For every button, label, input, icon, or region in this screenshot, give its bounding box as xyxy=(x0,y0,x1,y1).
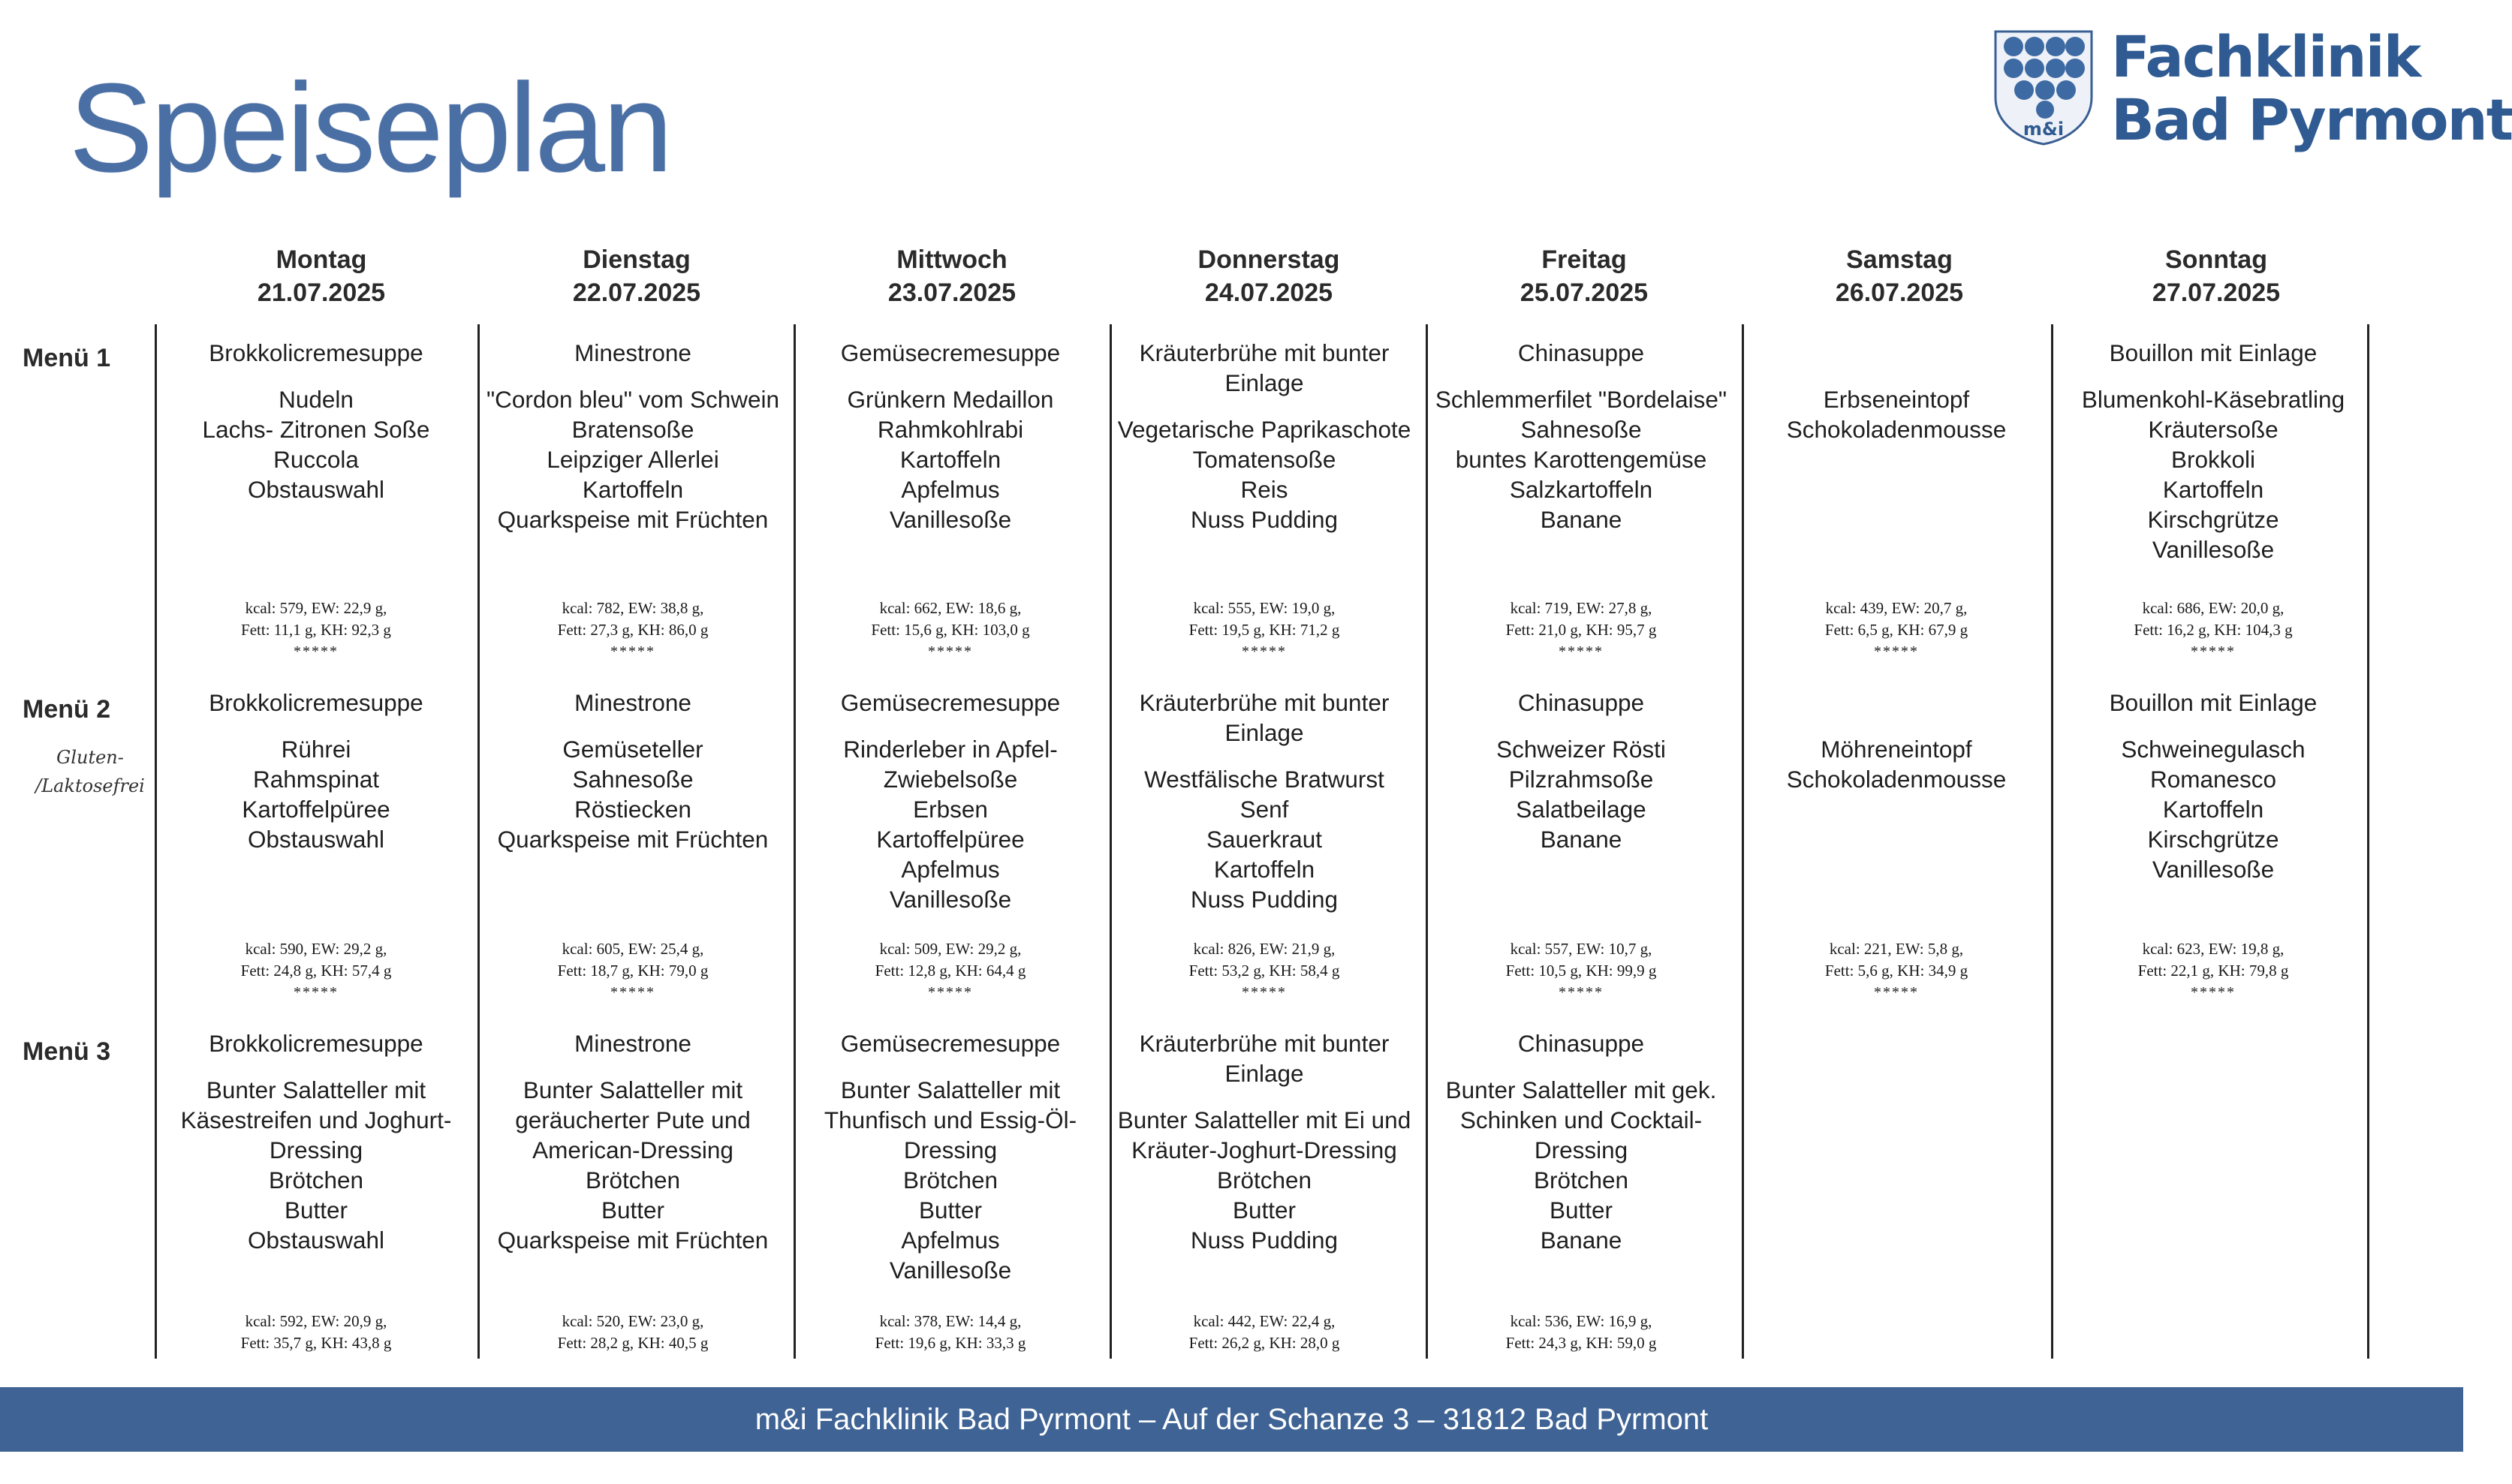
soup: Gemüsecremesuppe xyxy=(840,689,1061,716)
day-name: Donnerstag xyxy=(1197,245,1340,274)
menu-2-montag-cell xyxy=(161,688,471,854)
nutrition-line: kcal: 623, EW: 19,8 g, xyxy=(2142,940,2285,958)
dish-item: buntes Karottengemüse xyxy=(1455,446,1707,473)
dish-item: Grünkern Medaillon xyxy=(847,386,1054,413)
dish-item: Reis xyxy=(1240,476,1288,503)
nutrition-line: Fett: 22,1 g, KH: 79,8 g xyxy=(2137,962,2289,980)
nutrition-line: Fett: 27,3 g, KH: 86,0 g xyxy=(557,621,709,639)
day-header-friday xyxy=(1434,243,1734,309)
dish-item: Kräutersoße xyxy=(2148,416,2279,443)
nutrition-line: kcal: 579, EW: 22,9 g, xyxy=(245,599,387,617)
rating-stars: ***** xyxy=(294,643,339,660)
clinic-name-line2: Bad Pyrmont xyxy=(2111,86,2512,153)
dish-item: Bratensoße xyxy=(571,416,694,443)
dish-item: Schinken und Cocktail- xyxy=(1459,1106,1703,1133)
nutrition-line: kcal: 536, EW: 16,9 g, xyxy=(1510,1312,1652,1330)
nutrition-line: Fett: 11,1 g, KH: 92,3 g xyxy=(241,621,391,639)
dish-item: Möhreneintopf xyxy=(1821,736,1972,763)
soup: Gemüsecremesuppe xyxy=(840,1030,1061,1057)
menu-3-label: Menü 3 xyxy=(23,1037,111,1066)
dish-item: Rahmkohlrabi xyxy=(877,416,1024,443)
nutrition-line: kcal: 555, EW: 19,0 g, xyxy=(1193,599,1336,617)
clinic-name xyxy=(2111,23,2512,153)
dish-item: Vanillesoße xyxy=(889,886,1012,913)
rating-stars: ***** xyxy=(2191,984,2236,1001)
dish-item: Obstauswahl xyxy=(247,476,385,503)
dish-item: Vegetarische Paprikaschote xyxy=(1117,416,1411,443)
menu-2-mittwoch-cell xyxy=(796,688,1105,914)
menu-2-dienstag-cell xyxy=(478,688,788,854)
dish-item: Ruccola xyxy=(273,446,359,473)
dish-item: Butter xyxy=(1549,1197,1613,1224)
soup: Bouillon mit Einlage xyxy=(2109,339,2318,366)
menu-2-dietary-note: Gluten- /Laktosefrei xyxy=(35,747,145,796)
dish-item: Westfälische Bratwurst xyxy=(1144,766,1384,793)
dish-item: Lachs- Zitronen Soße xyxy=(202,416,430,443)
menu-1-montag-cell xyxy=(161,338,471,504)
nutrition-line: Fett: 19,5 g, KH: 71,2 g xyxy=(1188,621,1340,639)
nutrition-line: kcal: 686, EW: 20,0 g, xyxy=(2142,599,2285,617)
dish-item: Butter xyxy=(601,1197,665,1224)
day-name: Samstag xyxy=(1846,245,1953,274)
soup: Chinasuppe xyxy=(1517,339,1645,366)
day-header-wednesday xyxy=(802,243,1102,309)
day-header-thursday xyxy=(1119,243,1419,309)
dish-item: Brötchen xyxy=(268,1166,364,1194)
dish-item: Apfelmus xyxy=(901,856,1000,883)
soup: Brokkolicremesuppe xyxy=(209,689,423,716)
day-name: Montag xyxy=(276,245,367,274)
dish-item: Butter xyxy=(1232,1197,1297,1224)
rating-stars: ***** xyxy=(294,984,339,1001)
soup: Brokkolicremesuppe xyxy=(209,1030,423,1057)
dish-item: Gemüseteller xyxy=(562,736,703,763)
dish-item: Quarkspeise mit Früchten xyxy=(497,826,769,853)
nutrition-info xyxy=(161,938,471,1004)
dish-item: Vanillesoße xyxy=(2152,536,2275,563)
clinic-logo xyxy=(1991,23,2512,153)
soup: Minestrone xyxy=(574,339,691,366)
rating-stars: ***** xyxy=(610,984,655,1001)
dish-item: Brötchen xyxy=(902,1166,998,1194)
dish-item: Bunter Salatteller mit xyxy=(840,1076,1061,1103)
dish-item: Bunter Salatteller mit xyxy=(206,1076,426,1103)
menu-3-mittwoch-cell xyxy=(796,1028,1105,1285)
dish-item: Nudeln xyxy=(279,386,354,413)
dish-item: Senf xyxy=(1239,796,1289,823)
dish-item: Brötchen xyxy=(1533,1166,1629,1194)
page-title: Speiseplan xyxy=(69,57,671,198)
dish-item: Schokoladenmousse xyxy=(1786,416,2007,443)
nutrition-line: Fett: 6,5 g, KH: 67,9 g xyxy=(1824,621,1968,639)
dish-item: Kartoffeln xyxy=(899,446,1001,473)
rating-stars: ***** xyxy=(1242,984,1287,1001)
nutrition-info xyxy=(161,598,471,663)
dish-item: Vanillesoße xyxy=(889,1257,1012,1284)
soup: Chinasuppe xyxy=(1517,689,1645,716)
nutrition-line: Fett: 5,6 g, KH: 34,9 g xyxy=(1824,962,1968,980)
dish-item: Thunfisch und Essig-Öl- xyxy=(824,1106,1077,1133)
column-divider xyxy=(1742,324,1744,1359)
logo-mark-text: m&i xyxy=(2023,119,2065,140)
menu-1-donnerstag-cell xyxy=(1110,338,1419,534)
dish-item: Schweinegulasch xyxy=(2121,736,2306,763)
rating-stars: ***** xyxy=(1242,643,1287,660)
rating-stars: ***** xyxy=(928,643,973,660)
day-name: Mittwoch xyxy=(896,245,1008,274)
dish-item: "Cordon bleu" vom Schwein xyxy=(486,386,780,413)
dish-item: Sahnesoße xyxy=(572,766,694,793)
logo-dots-icon xyxy=(1991,26,2096,146)
dish-item: Brokkoli xyxy=(2170,446,2256,473)
dish-item: Nuss Pudding xyxy=(1190,1227,1339,1254)
dish-item: Zwiebelsoße xyxy=(883,766,1018,793)
dish-item: Dressing xyxy=(1534,1136,1628,1163)
nutrition-line: Fett: 24,8 g, KH: 57,4 g xyxy=(240,962,392,980)
dish-item: Kartoffeln xyxy=(1213,856,1315,883)
menu-1-sonntag-cell xyxy=(2059,338,2368,564)
dish-item: Leipziger Allerlei xyxy=(547,446,719,473)
day-header-sunday xyxy=(2066,243,2366,309)
rating-stars: ***** xyxy=(1874,643,1919,660)
soup: Kräuterbrühe mit bunter Einlage xyxy=(1139,689,1390,746)
dish-item: Käsestreifen und Joghurt- xyxy=(180,1106,452,1133)
dish-item: Dressing xyxy=(269,1136,363,1163)
soup: Brokkolicremesuppe xyxy=(209,339,423,366)
dish-item: Nuss Pudding xyxy=(1190,506,1339,533)
dish-item: Blumenkohl-Käsebratling xyxy=(2081,386,2345,413)
nutrition-info xyxy=(796,1311,1105,1354)
day-date: 27.07.2025 xyxy=(2152,278,2281,307)
nutrition-line: Fett: 35,7 g, KH: 43,8 g xyxy=(240,1334,392,1352)
nutrition-line: Fett: 12,8 g, KH: 64,4 g xyxy=(875,962,1026,980)
day-header-monday xyxy=(171,243,471,309)
day-date: 25.07.2025 xyxy=(1520,278,1649,307)
menu-3-montag-cell xyxy=(161,1028,471,1255)
nutrition-line: Fett: 10,5 g, KH: 99,9 g xyxy=(1505,962,1657,980)
dish-item: Brötchen xyxy=(1216,1166,1312,1194)
dish-item: Sauerkraut xyxy=(1206,826,1323,853)
dish-item: Obstauswahl xyxy=(247,1227,385,1254)
dish-item: Tomatensoße xyxy=(1192,446,1336,473)
nutrition-line: Fett: 28,2 g, KH: 40,5 g xyxy=(557,1334,709,1352)
dish-item: Rinderleber in Apfel- xyxy=(843,736,1058,763)
soup: Kräuterbrühe mit bunter Einlage xyxy=(1139,339,1390,396)
nutrition-line: kcal: 605, EW: 25,4 g, xyxy=(562,940,704,958)
day-date: 23.07.2025 xyxy=(887,278,1017,307)
day-header-tuesday xyxy=(486,243,787,309)
nutrition-info xyxy=(1426,1311,1736,1354)
dish-item: Schokoladenmousse xyxy=(1786,766,2007,793)
dish-item: Dressing xyxy=(903,1136,998,1163)
nutrition-line: Fett: 19,6 g, KH: 33,3 g xyxy=(875,1334,1026,1352)
nutrition-info xyxy=(1742,598,2051,663)
dish-item: Kirschgrütze xyxy=(2147,826,2279,853)
nutrition-info xyxy=(796,938,1105,1004)
dish-item: Kartoffeln xyxy=(582,476,684,503)
dish-item: Apfelmus xyxy=(901,1227,1000,1254)
nutrition-line: Fett: 16,2 g, KH: 104,3 g xyxy=(2134,621,2293,639)
dish-item: Bunter Salatteller mit Ei und xyxy=(1117,1106,1411,1133)
day-name: Sonntag xyxy=(2165,245,2267,274)
dish-item: Schlemmerfilet "Bordelaise" xyxy=(1435,386,1727,413)
menu-2-samstag-cell xyxy=(1742,688,2051,794)
nutrition-line: kcal: 592, EW: 20,9 g, xyxy=(245,1312,387,1330)
dish-item: Quarkspeise mit Früchten xyxy=(497,506,769,533)
nutrition-line: Fett: 15,6 g, KH: 103,0 g xyxy=(871,621,1030,639)
nutrition-line: Fett: 18,7 g, KH: 79,0 g xyxy=(557,962,709,980)
column-divider xyxy=(2051,324,2053,1359)
nutrition-line: kcal: 590, EW: 29,2 g, xyxy=(245,940,387,958)
rating-stars: ***** xyxy=(610,643,655,660)
rating-stars: ***** xyxy=(2191,643,2236,660)
dish-item: Rahmspinat xyxy=(252,766,380,793)
dish-item: Banane xyxy=(1540,826,1622,853)
dish-item: Salzkartoffeln xyxy=(1509,476,1653,503)
nutrition-line: kcal: 782, EW: 38,8 g, xyxy=(562,599,704,617)
nutrition-line: kcal: 439, EW: 20,7 g, xyxy=(1825,599,1968,617)
menu-1-label: Menü 1 xyxy=(23,344,111,372)
menu-2-donnerstag-cell xyxy=(1110,688,1419,914)
column-divider xyxy=(155,324,157,1359)
menu-2-label: Menü 2 xyxy=(23,695,111,724)
nutrition-line: Fett: 24,3 g, KH: 59,0 g xyxy=(1505,1334,1657,1352)
menu-1-freitag-cell xyxy=(1426,338,1736,534)
day-header-saturday xyxy=(1749,243,2050,309)
rating-stars: ***** xyxy=(1559,643,1604,660)
nutrition-info xyxy=(1426,598,1736,663)
menu-2-freitag-cell xyxy=(1426,688,1736,854)
dish-item: Erbsen xyxy=(913,796,988,823)
rating-stars: ***** xyxy=(1874,984,1919,1001)
soup: Chinasuppe xyxy=(1517,1030,1645,1057)
soup: Minestrone xyxy=(574,1030,691,1057)
menu-1-mittwoch-cell xyxy=(796,338,1105,534)
dish-item: Butter xyxy=(284,1197,348,1224)
dish-item: Kartoffelpüree xyxy=(242,796,390,823)
nutrition-line: kcal: 557, EW: 10,7 g, xyxy=(1510,940,1652,958)
day-date: 22.07.2025 xyxy=(572,278,701,307)
nutrition-line: Fett: 26,2 g, KH: 28,0 g xyxy=(1188,1334,1340,1352)
dish-item: Rührei xyxy=(281,736,351,763)
dish-item: Apfelmus xyxy=(901,476,1000,503)
dish-item: Kartoffelpüree xyxy=(876,826,1025,853)
nutrition-line: kcal: 662, EW: 18,6 g, xyxy=(879,599,1022,617)
rating-stars: ***** xyxy=(928,984,973,1001)
dish-item: Banane xyxy=(1540,1227,1622,1254)
soup: Minestrone xyxy=(574,689,691,716)
nutrition-info xyxy=(1742,938,2051,1004)
nutrition-line: kcal: 826, EW: 21,9 g, xyxy=(1193,940,1336,958)
dish-item: geräucherter Pute und xyxy=(515,1106,751,1133)
menu-3-freitag-cell xyxy=(1426,1028,1736,1255)
menu-2-sonntag-cell xyxy=(2059,688,2368,884)
dish-item: Banane xyxy=(1540,506,1622,533)
menu-1-dienstag-cell xyxy=(478,338,788,534)
nutrition-line: kcal: 378, EW: 14,4 g, xyxy=(879,1312,1022,1330)
nutrition-info xyxy=(1110,598,1419,663)
dish-item: Kräuter-Joghurt-Dressing xyxy=(1131,1136,1397,1163)
day-date: 21.07.2025 xyxy=(257,278,386,307)
dish-item: Bunter Salatteller mit xyxy=(523,1076,743,1103)
dish-item: Brötchen xyxy=(585,1166,681,1194)
nutrition-info xyxy=(478,1311,788,1354)
nutrition-info xyxy=(1426,938,1736,1004)
dish-item: Nuss Pudding xyxy=(1190,886,1339,913)
nutrition-info xyxy=(796,598,1105,663)
nutrition-line: kcal: 509, EW: 29,2 g, xyxy=(879,940,1022,958)
day-date: 26.07.2025 xyxy=(1835,278,1964,307)
soup: Kräuterbrühe mit bunter Einlage xyxy=(1139,1030,1390,1087)
nutrition-info xyxy=(478,938,788,1004)
footer-address: m&i Fachklinik Bad Pyrmont – Auf der Schanze 3 – 31812 Bad Pyrmont xyxy=(0,1387,2463,1452)
clinic-name-line1: Fachklinik xyxy=(2111,23,2420,90)
nutrition-line: Fett: 53,2 g, KH: 58,4 g xyxy=(1188,962,1340,980)
day-name: Freitag xyxy=(1541,245,1627,274)
dish-item: Obstauswahl xyxy=(247,826,385,853)
dish-item: Butter xyxy=(918,1197,983,1224)
day-date: 24.07.2025 xyxy=(1204,278,1333,307)
menu-3-dienstag-cell xyxy=(478,1028,788,1255)
soup: Gemüsecremesuppe xyxy=(840,339,1061,366)
dish-item: Romanesco xyxy=(2149,766,2277,793)
nutrition-info xyxy=(1110,938,1419,1004)
rating-stars: ***** xyxy=(1559,984,1604,1001)
dish-item: Kirschgrütze xyxy=(2147,506,2279,533)
dish-item: Sahnesoße xyxy=(1520,416,1642,443)
dish-item: Kartoffeln xyxy=(2162,476,2264,503)
nutrition-info xyxy=(2059,938,2368,1004)
nutrition-line: Fett: 21,0 g, KH: 95,7 g xyxy=(1505,621,1657,639)
dish-item: Röstiecken xyxy=(574,796,691,823)
nutrition-line: kcal: 520, EW: 23,0 g, xyxy=(562,1312,704,1330)
nutrition-line: kcal: 719, EW: 27,8 g, xyxy=(1510,599,1652,617)
dish-item: Salatbeilage xyxy=(1516,796,1646,823)
nutrition-info xyxy=(2059,598,2368,663)
dish-item: Vanillesoße xyxy=(889,506,1012,533)
dish-item: Erbseneintopf xyxy=(1823,386,1970,413)
dish-item: Pilzrahmsoße xyxy=(1508,766,1654,793)
dish-item: Schweizer Rösti xyxy=(1496,736,1666,763)
soup: Bouillon mit Einlage xyxy=(2109,689,2318,716)
nutrition-line: kcal: 221, EW: 5,8 g, xyxy=(1829,940,1964,958)
day-name: Dienstag xyxy=(583,245,691,274)
dish-item: American-Dressing xyxy=(532,1136,733,1163)
menu-3-donnerstag-cell xyxy=(1110,1028,1419,1255)
menu-1-samstag-cell xyxy=(1742,338,2051,444)
nutrition-info xyxy=(161,1311,471,1354)
nutrition-info xyxy=(1110,1311,1419,1354)
nutrition-line: kcal: 442, EW: 22,4 g, xyxy=(1193,1312,1336,1330)
nutrition-info xyxy=(478,598,788,663)
dish-item: Vanillesoße xyxy=(2152,856,2275,883)
dish-item: Kartoffeln xyxy=(2162,796,2264,823)
dish-item: Quarkspeise mit Früchten xyxy=(497,1227,769,1254)
dish-item: Bunter Salatteller mit gek. xyxy=(1445,1076,1717,1103)
